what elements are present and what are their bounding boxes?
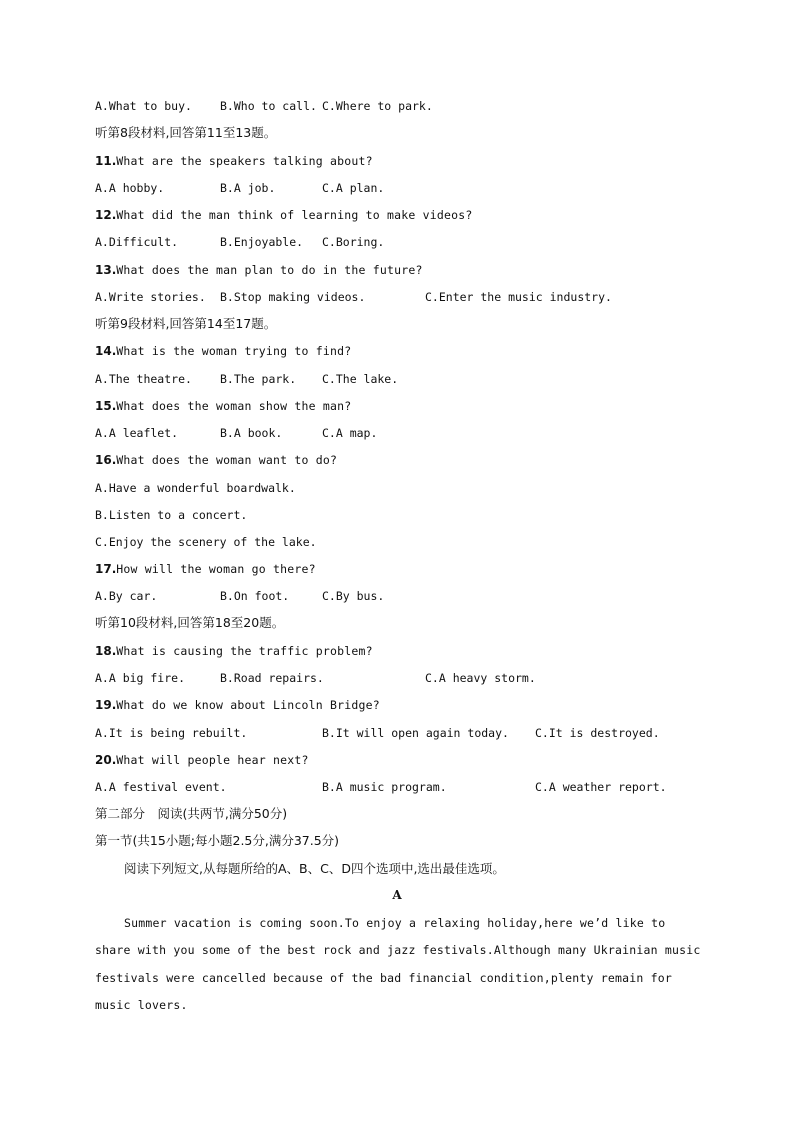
question-text: What does the man plan to do in the future?: [116, 263, 423, 277]
q12-option-a: A.Difficult.: [95, 235, 179, 249]
q20-option-b: B.A music program.: [322, 780, 447, 794]
passage-line: festivals were cancelled because of the bad financial condition,plenty remain for: [95, 971, 673, 985]
question-number: 11.: [95, 154, 117, 168]
q13-option-b: B.Stop making videos.: [220, 290, 366, 304]
q17-option-a: A.By car.: [95, 589, 158, 603]
passage-line: share with you some of the best rock and jazz festivals.Although many Ukrainian music: [95, 943, 701, 957]
question-20: [95, 752, 309, 768]
question-text: What did the man think of learning to make videos?: [116, 208, 473, 222]
question-text: What does the woman want to do?: [116, 453, 338, 467]
q16-option-a: A.Have a wonderful boardwalk.: [95, 481, 296, 495]
question-text: What does the woman show the man?: [116, 399, 352, 413]
q11-option-b: B.A job.: [220, 181, 276, 195]
q15-option-a: A.A leaflet.: [95, 426, 179, 440]
question-text: What are the speakers talking about?: [116, 154, 373, 168]
q14-option-c: C.The lake.: [322, 372, 399, 386]
section-10-heading: 听第10段材料,回答第18至20题。: [95, 615, 285, 630]
part-2-heading: 第二部分 阅读(共两节,满分50分): [95, 806, 288, 821]
question-number: 18.: [95, 644, 117, 658]
q20-option-c: C.A weather report.: [535, 780, 667, 794]
q12-option-b: B.Enjoyable.: [220, 235, 304, 249]
q11-option-c: C.A plan.: [322, 181, 385, 195]
question-14: [95, 343, 351, 359]
q18-option-c: C.A heavy storm.: [425, 671, 536, 685]
q13-option-a: A.Write stories.: [95, 290, 206, 304]
question-16: [95, 452, 337, 468]
question-15: [95, 398, 351, 414]
question-number: 13.: [95, 263, 117, 277]
reading-instruction: 阅读下列短文,从每题所给的A、B、C、D四个选项中,选出最佳选项。: [124, 861, 505, 876]
q12-option-c: C.Boring.: [322, 235, 385, 249]
q14-option-a: A.The theatre.: [95, 372, 192, 386]
passage-label: A: [392, 888, 402, 902]
question-17: [95, 561, 316, 577]
question-text: What is causing the traffic problem?: [116, 644, 373, 658]
question-number: 12.: [95, 208, 117, 222]
q18-option-b: B.Road repairs.: [220, 671, 324, 685]
q15-option-c: C.A map.: [322, 426, 378, 440]
q10-option-b: B.Who to call.: [220, 99, 317, 113]
question-text: What is the woman trying to find?: [116, 344, 352, 358]
question-number: 20.: [95, 753, 117, 767]
q19-option-b: B.It will open again today.: [322, 726, 509, 740]
question-11: [95, 153, 373, 169]
question-12: [95, 207, 472, 223]
section-1-heading: 第一节(共15小题;每小题2.5分,满分37.5分): [95, 833, 340, 848]
question-13: [95, 262, 423, 278]
q11-option-a: A.A hobby.: [95, 181, 165, 195]
question-18: [95, 643, 373, 659]
question-19: [95, 697, 380, 713]
question-text: What will people hear next?: [116, 753, 309, 767]
question-text: What do we know about Lincoln Bridge?: [116, 698, 380, 712]
q14-option-b: B.The park.: [220, 372, 297, 386]
passage-line: Summer vacation is coming soon.To enjoy a relaxing holiday,here we’d like to: [124, 916, 666, 930]
passage-line: music lovers.: [95, 998, 188, 1012]
section-9-heading: 听第9段材料,回答第14至17题。: [95, 316, 277, 331]
q16-option-b: B.Listen to a concert.: [95, 508, 248, 522]
question-text: How will the woman go there?: [116, 562, 316, 576]
q19-option-c: C.It is destroyed.: [535, 726, 660, 740]
question-number: 17.: [95, 562, 117, 576]
question-number: 19.: [95, 698, 117, 712]
q20-option-a: A.A festival event.: [95, 780, 227, 794]
q10-option-c: C.Where to park.: [322, 99, 433, 113]
q15-option-b: B.A book.: [220, 426, 283, 440]
q17-option-b: B.On foot.: [220, 589, 290, 603]
question-number: 15.: [95, 399, 117, 413]
question-number: 14.: [95, 344, 117, 358]
q10-option-a: A.What to buy.: [95, 99, 192, 113]
question-number: 16.: [95, 453, 117, 467]
q18-option-a: A.A big fire.: [95, 671, 186, 685]
q16-option-c: C.Enjoy the scenery of the lake.: [95, 535, 317, 549]
q17-option-c: C.By bus.: [322, 589, 385, 603]
q19-option-a: A.It is being rebuilt.: [95, 726, 248, 740]
section-8-heading: 听第8段材料,回答第11至13题。: [95, 125, 277, 140]
q13-option-c: C.Enter the music industry.: [425, 290, 612, 304]
